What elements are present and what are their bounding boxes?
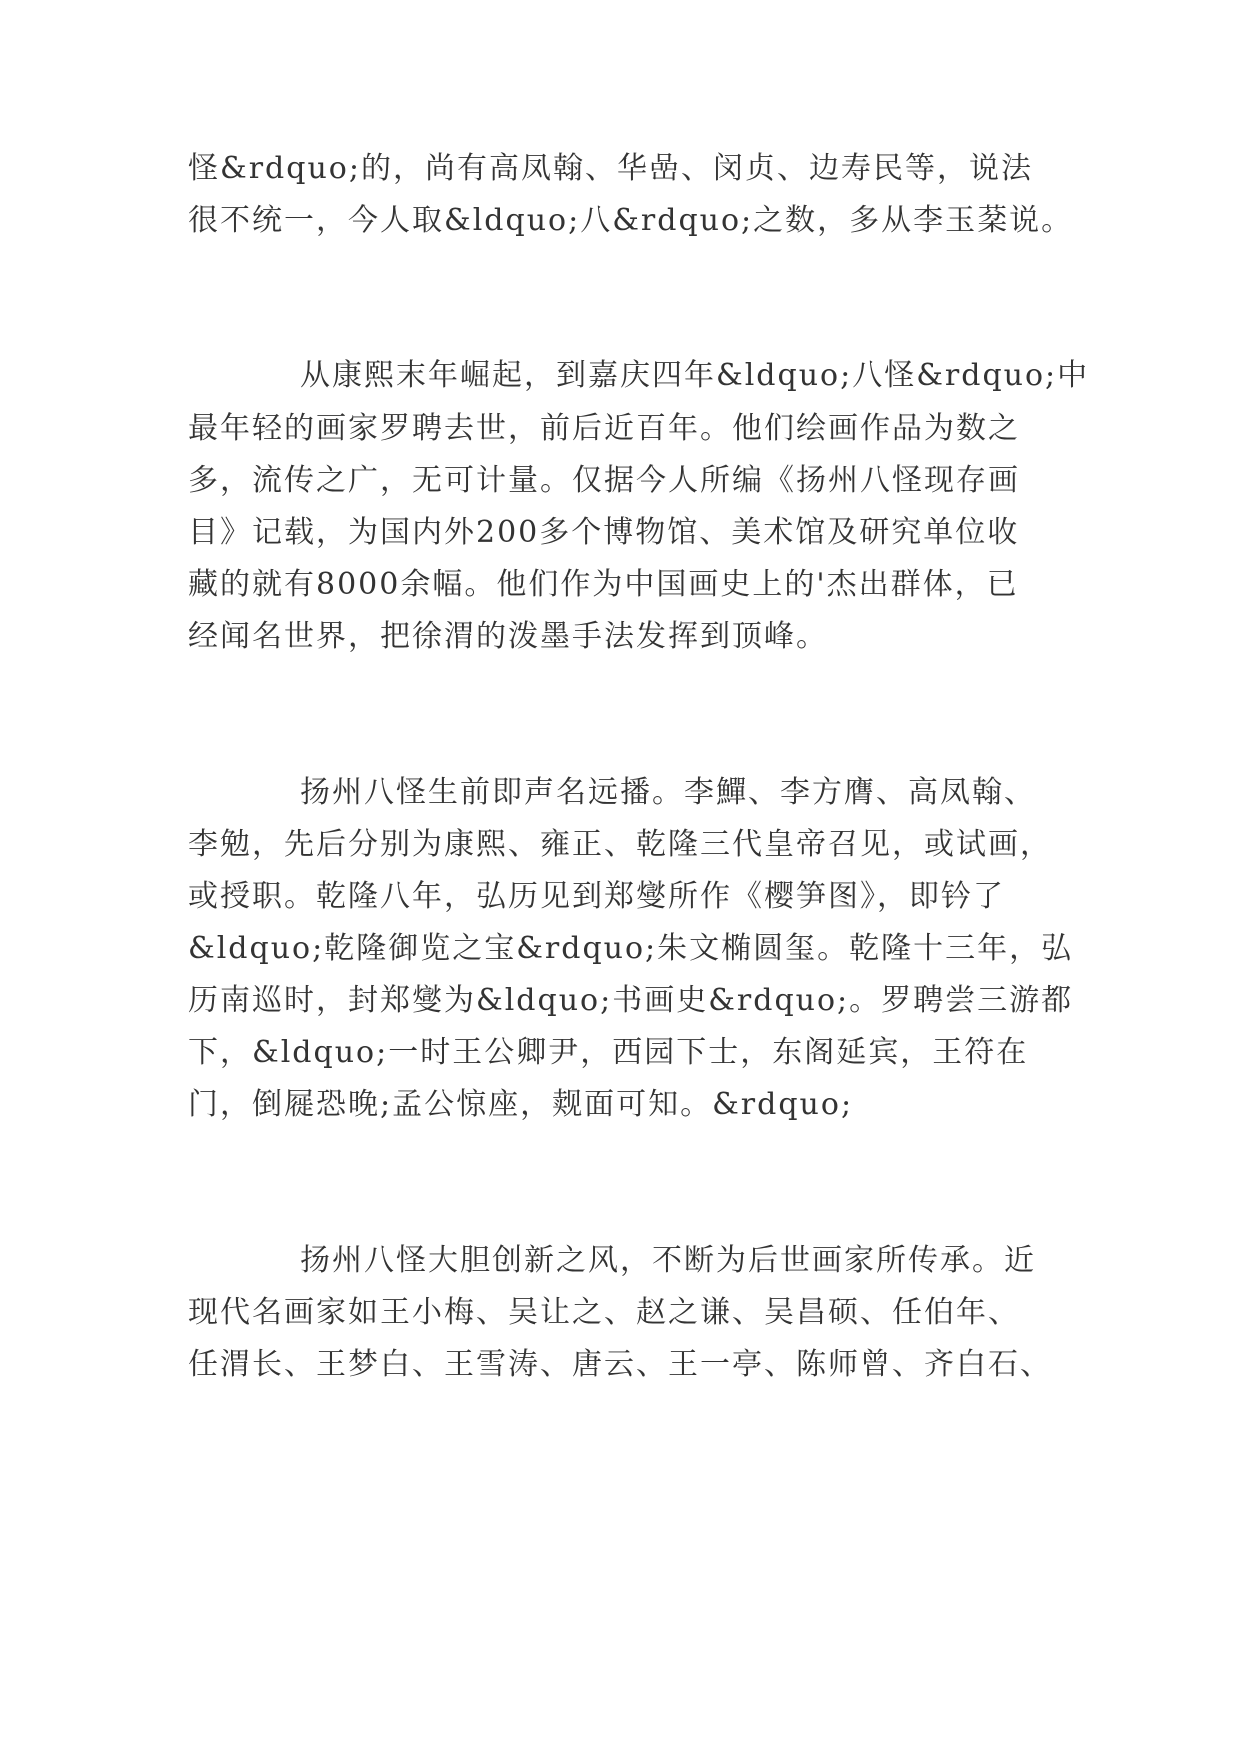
paragraph-line: 历南巡时，封郑燮为&ldquo;书画史&rdquo;。罗聘尝三游都 [188,983,1074,1018]
paragraph-line: &ldquo;乾隆御览之宝&rdquo;朱文椭圆玺。乾隆十三年，弘 [188,931,1074,966]
paragraph-line: 下，&ldquo;一时王公卿尹，西园下士，东阁延宾，王符在 [188,1035,1029,1070]
paragraph-line: 李勉，先后分别为康熙、雍正、乾隆三代皇帝召见，或试画， [188,827,1052,862]
paragraph-line: 从康熙末年崛起，到嘉庆四年&ldquo;八怪&rdquo;中 [300,358,1090,393]
paragraph-line: 或授职。乾隆八年，弘历见到郑燮所作《樱笋图》，即钤了 [188,879,1005,914]
paragraph-line: 现代名画家如王小梅、吴让之、赵之谦、吴昌硕、任伯年、 [188,1295,1020,1330]
paragraph-line: 扬州八怪大胆创新之风，不断为后世画家所传承。近 [300,1243,1036,1278]
paragraph-line: 很不统一，今人取&ldquo;八&rdquo;之数，多从李玉棻说。 [188,203,1074,238]
paragraph-line: 门，倒屣恐晚;孟公惊座，觌面可知。&rdquo; [188,1087,854,1122]
paragraph-line: 目》记载，为国内外200多个博物馆、美术馆及研究单位收 [188,515,1020,550]
paragraph-line: 藏的就有8000余幅。他们作为中国画史上的'杰出群体，已 [188,567,1019,602]
paragraph-line: 任渭长、王梦白、王雪涛、唐云、王一亭、陈师曾、齐白石、 [188,1347,1052,1382]
paragraph-line: 最年轻的画家罗聘去世，前后近百年。他们绘画作品为数之 [188,411,1020,446]
paragraph-line: 扬州八怪生前即声名远播。李鱓、李方膺、高凤翰、 [300,775,1036,810]
paragraph-line: 怪&rdquo;的，尚有高凤翰、华嵒、闵贞、边寿民等，说法 [188,151,1033,186]
paragraph-line: 多，流传之广，无可计量。仅据今人所编《扬州八怪现存画 [188,463,1020,498]
paragraph-line: 经闻名世界，把徐渭的泼墨手法发挥到顶峰。 [188,619,828,654]
